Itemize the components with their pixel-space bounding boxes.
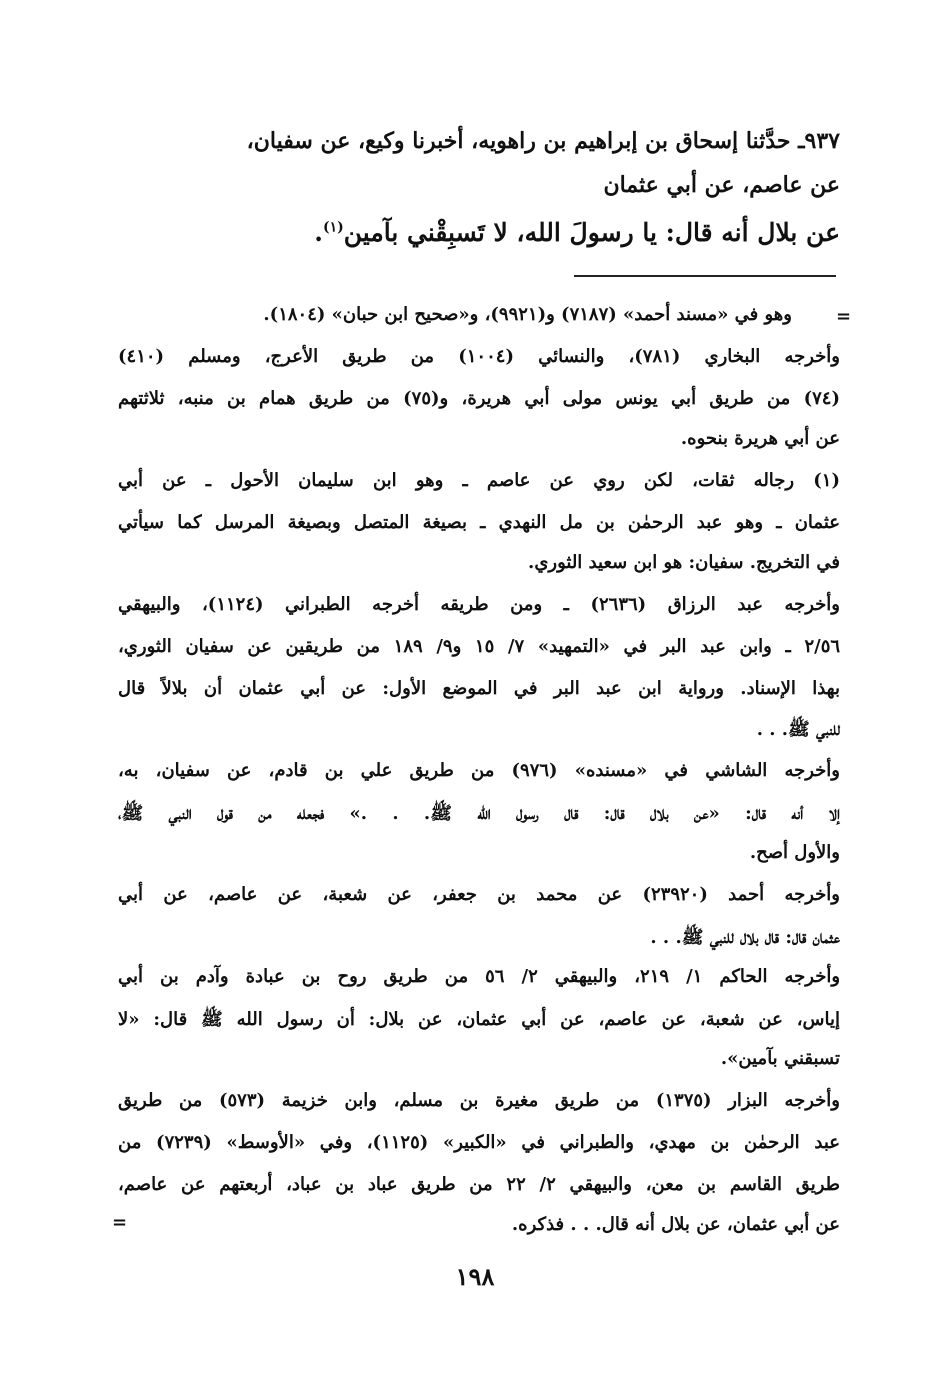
footnote-line: عن أبي هريرة بنحوه. <box>680 428 840 449</box>
footnote-line: وأخرجه عبد الرزاق (٢٦٣٦) ـ ومن طريقه أخرجه الطبراني (١١٢٤)، والبيهقي <box>118 594 841 615</box>
continuation-mark-top: = <box>836 306 852 327</box>
footnote-line: للنبي ﷺ. . . <box>756 719 840 740</box>
footnote-line: والأول أصح. <box>749 842 840 863</box>
hadith-matn <box>118 218 840 247</box>
footnote-line: (١) رجاله ثقات، لكن روي عن عاصم ـ وهو ابن سليمان الأحول ـ عن أبي <box>118 470 840 491</box>
footnote-line: ٢/٥٦ ـ وابن عبد البر في «التمهيد» ٧/ ١٥ و٩/ ١٨٩ من طريقين عن سفيان الثوري، <box>118 636 841 657</box>
hadith-isnad-line-1: ٩٣٧ـ حدَّثنا إسحاق بن إبراهيم بن راهويه، أخبرنا وكيع، عن سفيان، <box>246 128 840 154</box>
footnote-line: طريق القاسم بن معن، والبيهقي ٢/ ٢٢ من طريق عباد بن عباد، أربعتهم عن عاصم، <box>118 1174 840 1195</box>
footnote-line: إلا أنه قال: «عن بلال قال: قال رسول الله ﷺ. . .» فجعله من قول النبي ﷺ، <box>118 803 840 824</box>
footnote-line: عثمان ـ وهو عبد الرحمٰن بن مل النهدي ـ بصيغة المتصل وبصيغة المرسل كما سيأتي <box>118 512 840 533</box>
footnote-line: في التخريج. سفيان: هو ابن سعيد الثوري. <box>528 552 840 573</box>
matn-end: . <box>314 218 323 247</box>
footnote-ref: (١) <box>323 219 344 236</box>
page-number: ١٩٨ <box>455 1262 495 1291</box>
footnote-line: وهو في «مسند أحمد» (٧١٨٧) و(٩٩٢١)، و«صحيح ابن حبان» (١٨٠٤). <box>263 304 792 325</box>
footnote-line: وأخرجه البزار (١٣٧٥) من طريق مغيرة بن مسلم، وابن خزيمة (٥٧٣) من طريق <box>118 1090 840 1111</box>
footnote-line: وأخرجه الحاكم ١/ ٢١٩، والبيهقي ٢/ ٥٦ من طريق روح بن عبادة وآدم بن أبي <box>118 966 841 987</box>
footnote-line: (٧٤) من طريق أبي يونس مولى أبي هريرة، و(٧٥) من طريق همام بن منبه، ثلاثتهم <box>118 388 840 409</box>
footnote-separator <box>574 275 836 277</box>
footnote-line: عبد الرحمٰن بن مهدي، والطبراني في «الكبير» (١١٢٥)، وفي «الأوسط» (٧٢٣٩) من <box>118 1132 840 1153</box>
footnote-line: وأخرجه البخاري (٧٨١)، والنسائي (١٠٠٤) من طريق الأعرج، ومسلم (٤١٠) <box>118 346 841 367</box>
footnote-line: بهذا الإسناد. ورواية ابن عبد البر في الموضع الأول: عن أبي عثمان أن بلالاً قال <box>118 678 840 699</box>
footnote-line: تسبقني بآمين». <box>720 1048 840 1069</box>
matn-text: عن بلال أنه قال: يا رسولَ الله، لا تَسبِقْني بآمين <box>343 218 840 247</box>
footnote-line: عثمان قال: قال بلال للنبي ﷺ. . . <box>650 927 840 948</box>
footnote-line: عن أبي عثمان، عن بلال أنه قال. . . فذكره. <box>511 1214 840 1235</box>
footnote-line: إياس، عن شعبة، عن عاصم، عن أبي عثمان، عن بلال: أن رسول الله ﷺ قال: «لا <box>118 1009 840 1030</box>
continuation-mark-bottom: = <box>112 1212 128 1233</box>
footnote-line: وأخرجه أحمد (٢٣٩٢٠) عن محمد بن جعفر، عن شعبة، عن عاصم، عن أبي <box>118 884 841 905</box>
hadith-isnad-line-2: عن عاصم، عن أبي عثمان <box>603 172 840 198</box>
footnote-line: وأخرجه الشاشي في «مسنده» (٩٧٦) من طريق علي بن قادم، عن سفيان، به، <box>118 760 841 781</box>
